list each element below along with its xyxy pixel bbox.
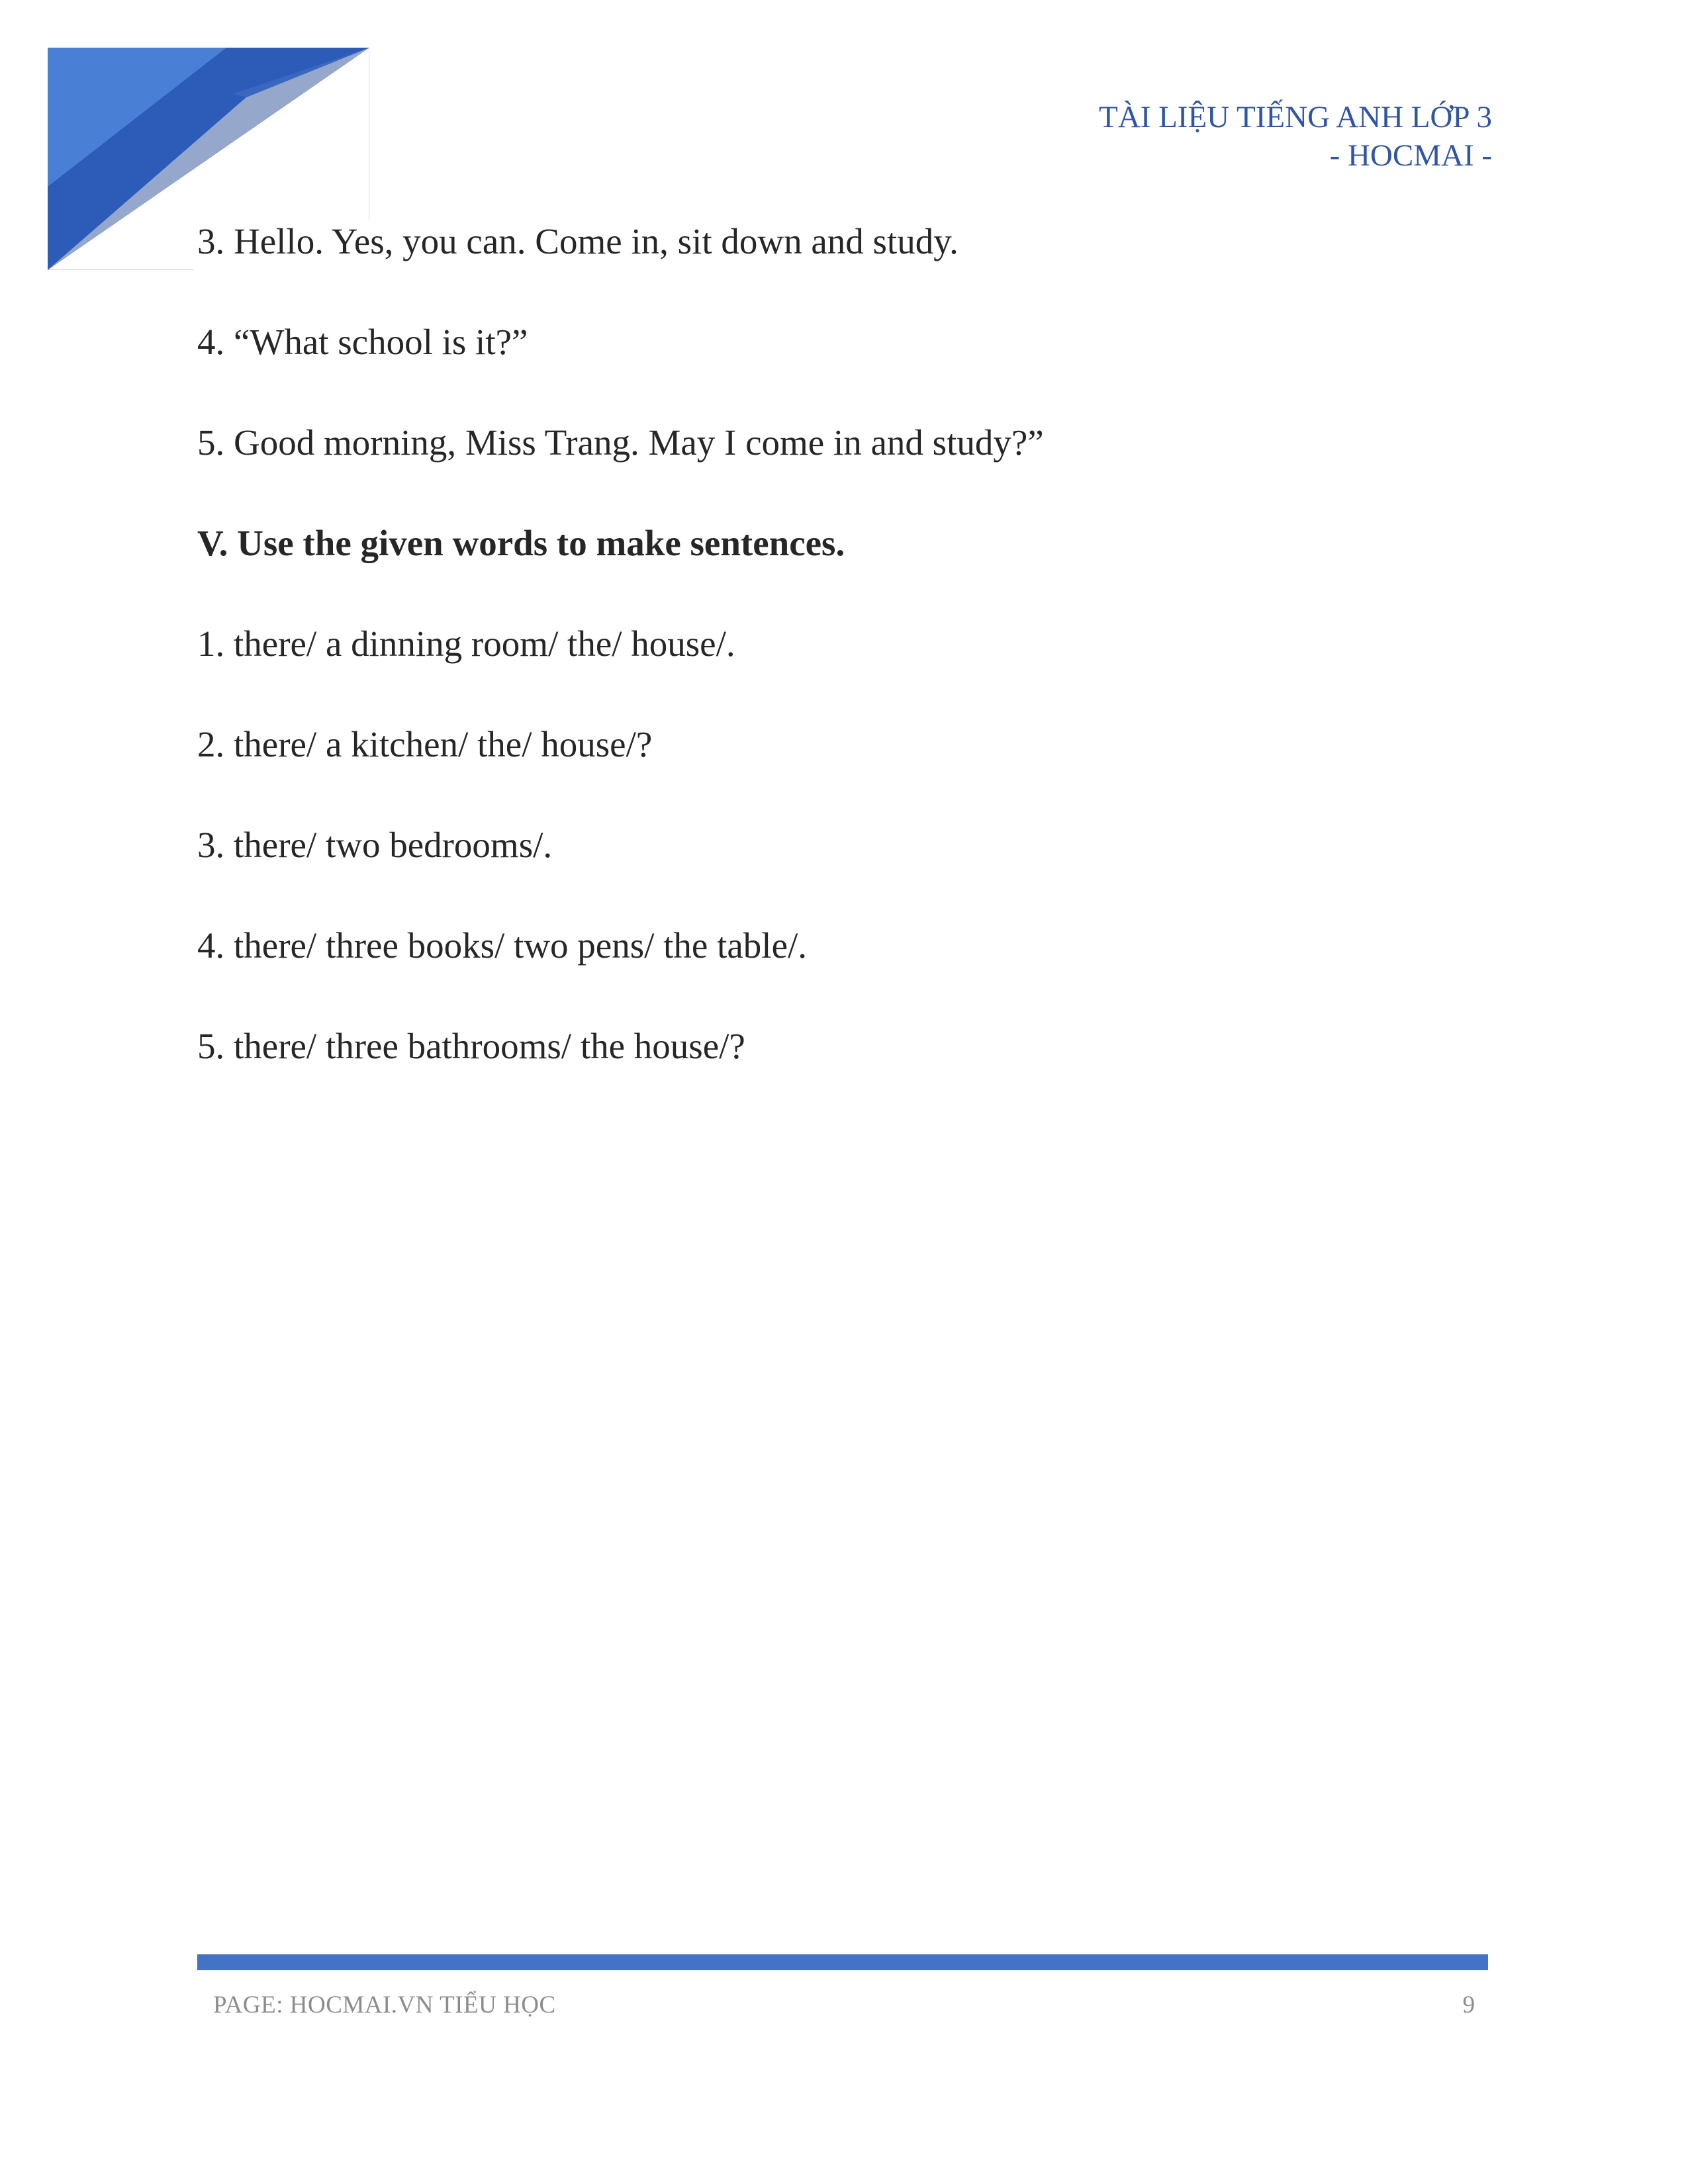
exercise-item-5: 5. there/ three bathrooms/ the house/? <box>197 1026 745 1066</box>
header-title: TÀI LIỆU TIẾNG ANH LỚP 3 <box>1099 100 1492 134</box>
footer-divider <box>197 1954 1488 1970</box>
exercise-item-1: 1. there/ a dinning room/ the/ house/. <box>197 623 735 664</box>
prev-item-4: 4. “What school is it?” <box>197 322 528 362</box>
section-heading: V. Use the given words to make sentences. <box>197 523 845 563</box>
footer-source: PAGE: HOCMAI.VN TIỂU HỌC <box>213 1991 556 2019</box>
exercise-item-2: 2. there/ a kitchen/ the/ house/? <box>197 724 653 764</box>
header-subtitle: - HOCMAI - <box>1329 138 1492 173</box>
exercise-item-4: 4. there/ three books/ two pens/ the table/. <box>197 925 808 966</box>
document-header <box>1099 98 1492 175</box>
prev-item-3: 3. Hello. Yes, you can. Come in, sit down and study. <box>197 221 959 261</box>
page-number: 9 <box>1462 1991 1475 2019</box>
prev-item-5: 5. Good morning, Miss Trang. May I come in and study?” <box>197 422 1044 463</box>
exercise-item-3: 3. there/ two bedrooms/. <box>197 825 553 865</box>
